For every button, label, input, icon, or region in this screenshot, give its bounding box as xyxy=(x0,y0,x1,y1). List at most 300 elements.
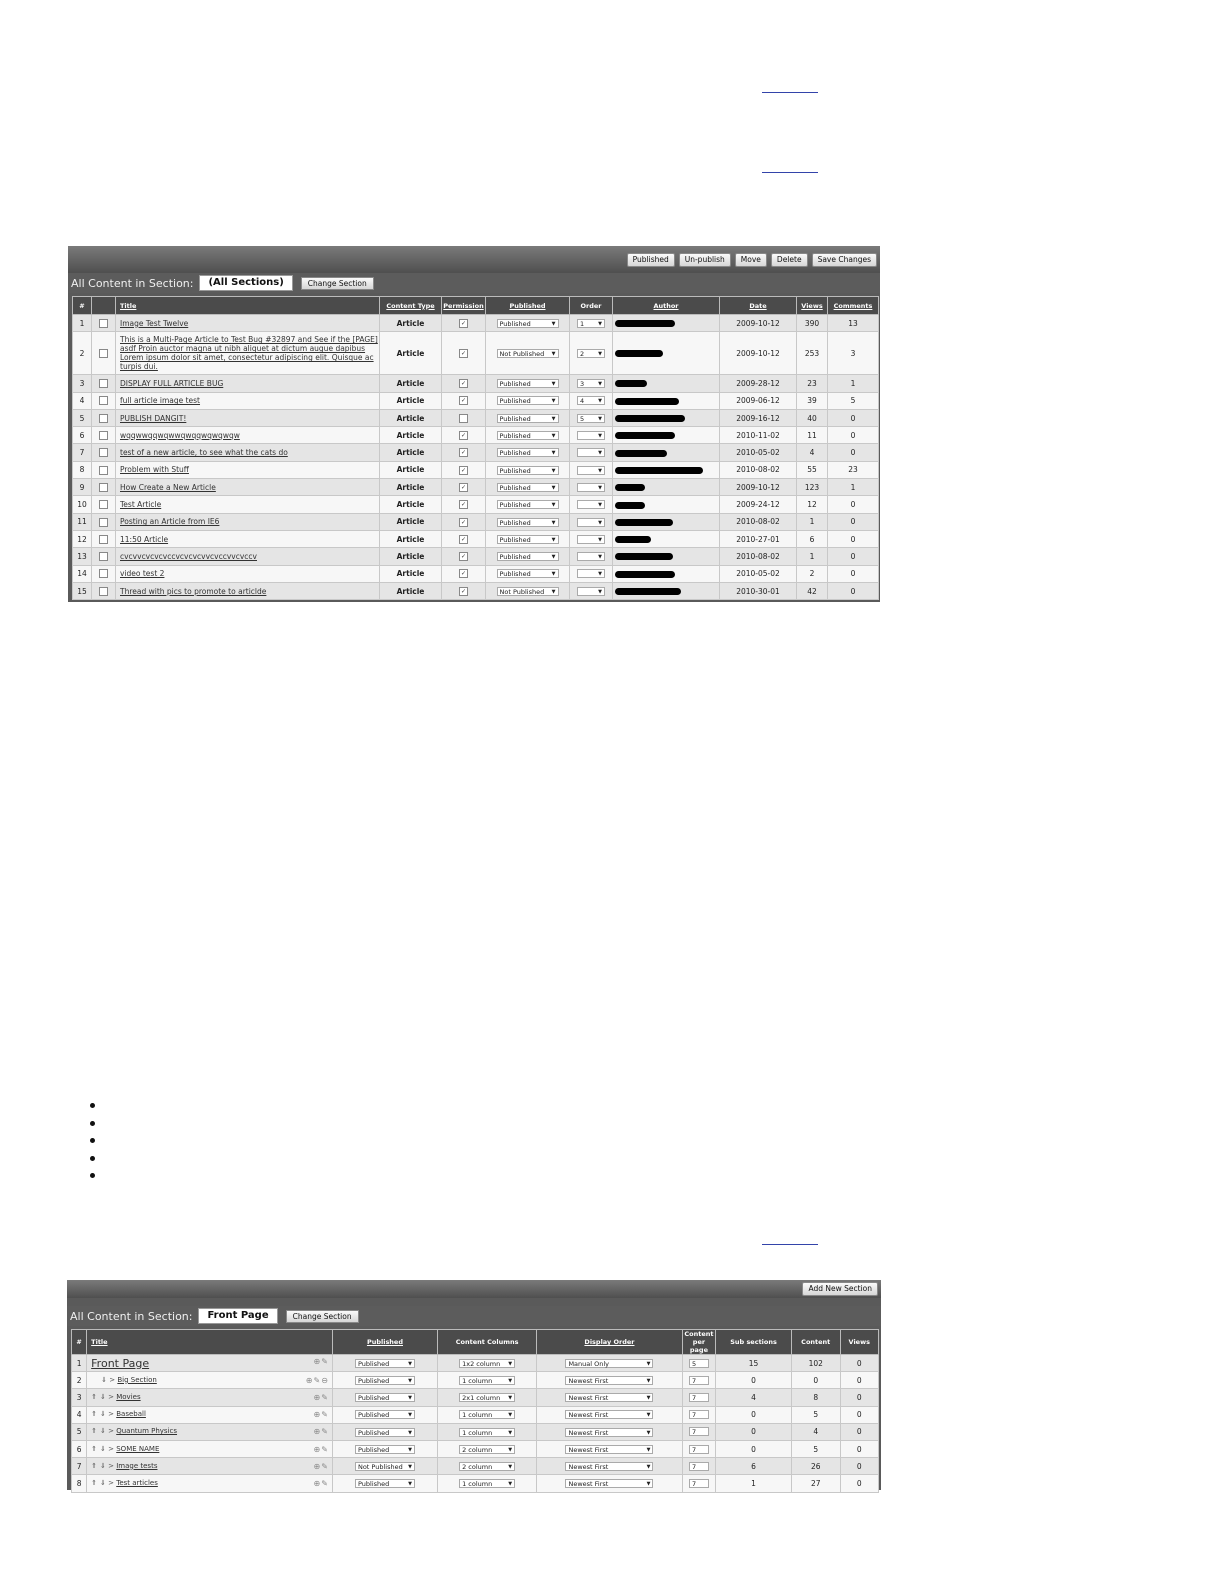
row-content-columns[interactable] xyxy=(438,1389,537,1406)
checkbox-icon[interactable] xyxy=(99,535,108,544)
row-published[interactable] xyxy=(486,582,570,599)
article-title-link[interactable]: Problem with Stuff xyxy=(120,465,189,475)
article-title-link[interactable]: How Create a New Article xyxy=(120,482,216,492)
checkbox-icon[interactable] xyxy=(459,466,468,475)
checkbox-icon[interactable] xyxy=(99,349,108,358)
per-page-input[interactable]: 7 xyxy=(689,1376,709,1385)
checkbox-icon[interactable] xyxy=(459,319,468,328)
per-page-input[interactable]: 7 xyxy=(689,1462,709,1471)
section-title-link[interactable]: Big Section xyxy=(117,1375,157,1384)
checkbox-icon[interactable] xyxy=(459,518,468,527)
section-title-link[interactable]: Baseball xyxy=(116,1410,146,1419)
row-published[interactable] xyxy=(486,530,570,547)
row-display-order[interactable] xyxy=(537,1355,683,1372)
row-per-page[interactable] xyxy=(682,1355,715,1372)
published-button[interactable]: Published xyxy=(627,253,675,267)
checkbox-icon[interactable] xyxy=(99,466,108,475)
article-title-link[interactable]: PUBLISH DANGIT! xyxy=(120,413,187,423)
row-date: 2010-05-02 xyxy=(720,565,797,582)
save-changes-button[interactable]: Save Changes xyxy=(812,253,877,267)
row-order[interactable] xyxy=(570,409,613,426)
article-title-link[interactable]: This is a Multi-Page Article to Test Bug #32897 and See if the [PAGE] asdf Proin auctor magna ut nibh aliquet at dictum augue dapibus Lorem ipsum dolor sit amet, consectetur adipiscing elit. Quisque ac turpis dui. xyxy=(120,335,378,372)
row-select[interactable] xyxy=(92,513,116,530)
row-published[interactable] xyxy=(486,427,570,444)
published-select[interactable] xyxy=(497,349,559,358)
checkbox-icon[interactable] xyxy=(459,414,468,423)
article-title-link[interactable]: Thread with pics to promote to articlde xyxy=(120,586,267,596)
checkbox-icon[interactable] xyxy=(99,500,108,509)
checkbox-icon[interactable] xyxy=(99,379,108,388)
row-per-page[interactable] xyxy=(682,1372,715,1389)
row-display-order[interactable] xyxy=(537,1389,683,1406)
move-up-icon[interactable]: ⇑ xyxy=(91,1427,98,1436)
delete-button[interactable]: Delete xyxy=(771,253,808,267)
checkbox-icon[interactable] xyxy=(99,569,108,578)
checkbox-icon[interactable] xyxy=(459,483,468,492)
published-select[interactable] xyxy=(497,319,559,328)
published-select[interactable] xyxy=(355,1376,415,1385)
row-date: 2010-11-02 xyxy=(720,427,797,444)
checkbox-icon[interactable] xyxy=(99,448,108,457)
edit-icon[interactable]: ✎ xyxy=(313,1375,322,1385)
row-published[interactable] xyxy=(486,315,570,332)
row-published[interactable] xyxy=(332,1440,437,1457)
published-select[interactable] xyxy=(497,552,559,561)
row-content-columns[interactable] xyxy=(438,1440,537,1457)
row-permission[interactable] xyxy=(442,530,486,547)
published-select[interactable] xyxy=(497,569,559,578)
columns-select[interactable] xyxy=(459,1376,515,1385)
row-select[interactable] xyxy=(92,444,116,461)
row-permission[interactable] xyxy=(442,479,486,496)
dropdown-arrow-icon: ▼ xyxy=(551,588,556,595)
row-number: 13 xyxy=(73,548,92,565)
order-select[interactable] xyxy=(577,396,605,405)
display-order-select[interactable] xyxy=(565,1462,653,1471)
order-select[interactable] xyxy=(577,500,605,509)
row-permission[interactable] xyxy=(442,375,486,392)
row-display-order[interactable] xyxy=(537,1475,683,1492)
checkbox-icon[interactable] xyxy=(459,535,468,544)
redacted-author xyxy=(615,380,647,387)
columns-select[interactable] xyxy=(459,1479,515,1488)
add-icon[interactable]: ⊕ xyxy=(313,1410,322,1420)
checkbox-icon[interactable] xyxy=(459,431,468,440)
add-icon[interactable]: ⊕ xyxy=(313,1392,322,1402)
col-published[interactable]: Published xyxy=(332,1330,437,1355)
row-permission[interactable] xyxy=(442,427,486,444)
row-published[interactable] xyxy=(332,1475,437,1492)
row-order[interactable] xyxy=(570,565,613,582)
row-order[interactable] xyxy=(570,315,613,332)
article-title-link[interactable]: cvcvvcvcvcvccvcvcvcvvcvccvvcvccv xyxy=(120,551,257,561)
section-title-link[interactable]: Test articles xyxy=(116,1478,158,1487)
link-underline[interactable] xyxy=(762,172,818,173)
published-select[interactable] xyxy=(355,1462,415,1471)
link-underline[interactable] xyxy=(762,92,818,93)
article-title-link[interactable]: DISPLAY FULL ARTICLE BUG xyxy=(120,378,224,388)
published-select[interactable] xyxy=(497,466,559,475)
order-select[interactable] xyxy=(577,483,605,492)
per-page-input[interactable]: 7 xyxy=(689,1479,709,1488)
order-select[interactable] xyxy=(577,552,605,561)
article-title-link[interactable]: Image Test Twelve xyxy=(120,318,189,328)
row-sub-sections: 15 xyxy=(716,1355,792,1372)
published-select[interactable] xyxy=(497,414,559,423)
published-select[interactable] xyxy=(497,431,559,440)
row-views: 0 xyxy=(840,1423,879,1440)
row-select[interactable] xyxy=(92,479,116,496)
row-published[interactable] xyxy=(486,444,570,461)
row-display-order[interactable] xyxy=(537,1440,683,1457)
section-title-link[interactable]: Movies xyxy=(116,1392,141,1401)
checkbox-icon[interactable] xyxy=(459,552,468,561)
row-published[interactable] xyxy=(486,496,570,513)
checkbox-icon[interactable] xyxy=(99,587,108,596)
published-select[interactable] xyxy=(355,1428,415,1437)
dropdown-arrow-icon: ▼ xyxy=(408,1429,412,1436)
row-select[interactable] xyxy=(92,427,116,444)
published-value: Published xyxy=(357,1377,390,1386)
published-select[interactable] xyxy=(355,1359,415,1368)
move-down-icon[interactable]: ⇓ xyxy=(100,1478,106,1487)
dropdown-arrow-icon: ▼ xyxy=(551,415,556,422)
row-published[interactable] xyxy=(332,1355,437,1372)
order-select[interactable] xyxy=(577,319,605,328)
order-select[interactable] xyxy=(577,569,605,578)
col-title[interactable]: Title xyxy=(116,297,380,315)
row-display-order[interactable] xyxy=(537,1458,683,1475)
row-date: 2009-16-12 xyxy=(720,409,797,426)
add-icon[interactable]: ⊕ xyxy=(313,1461,322,1471)
row-published[interactable] xyxy=(332,1372,437,1389)
redacted-author xyxy=(615,350,663,357)
add-icon[interactable]: ⊕ xyxy=(313,1427,322,1437)
row-select[interactable] xyxy=(92,332,116,375)
display-order-select[interactable] xyxy=(565,1445,653,1454)
row-content-columns[interactable] xyxy=(438,1355,537,1372)
col-published[interactable]: Published xyxy=(486,297,570,315)
display-order-select[interactable] xyxy=(565,1479,653,1488)
row-title xyxy=(116,409,380,426)
edit-icon[interactable]: ✎ xyxy=(321,1427,329,1437)
published-select[interactable] xyxy=(355,1479,415,1488)
col-permission[interactable]: Permission xyxy=(442,297,486,315)
published-select[interactable] xyxy=(497,500,559,509)
article-title-link[interactable]: Test Article xyxy=(120,500,162,510)
row-permission[interactable] xyxy=(442,565,486,582)
dropdown-arrow-icon: ▼ xyxy=(551,467,556,474)
edit-icon[interactable]: ✎ xyxy=(321,1356,329,1366)
article-title-link[interactable]: video test 2 xyxy=(120,569,165,579)
row-order[interactable] xyxy=(570,392,613,409)
checkbox-icon[interactable] xyxy=(459,587,468,596)
edit-icon[interactable]: ✎ xyxy=(321,1444,329,1454)
order-select[interactable] xyxy=(577,448,605,457)
row-order[interactable] xyxy=(570,444,613,461)
row-actions xyxy=(313,1462,328,1471)
change-section-button[interactable]: Change Section xyxy=(286,1310,359,1323)
checkbox-icon[interactable] xyxy=(99,414,108,423)
checkbox-icon[interactable] xyxy=(99,396,108,405)
row-published[interactable] xyxy=(486,409,570,426)
row-content-columns[interactable] xyxy=(438,1406,537,1423)
add-icon[interactable]: ⊕ xyxy=(313,1444,322,1454)
row-views: 11 xyxy=(797,427,828,444)
published-select[interactable] xyxy=(497,483,559,492)
display-order-select[interactable] xyxy=(565,1359,653,1368)
edit-icon[interactable]: ✎ xyxy=(321,1461,329,1471)
row-permission[interactable] xyxy=(442,513,486,530)
row-order[interactable] xyxy=(570,479,613,496)
per-page-input[interactable]: 7 xyxy=(689,1445,709,1454)
row-display-order[interactable] xyxy=(537,1372,683,1389)
article-title-link[interactable]: 11:50 Article xyxy=(120,534,169,544)
published-select[interactable] xyxy=(497,518,559,527)
checkbox-icon[interactable] xyxy=(99,431,108,440)
published-value: Published xyxy=(499,449,531,458)
checkbox-icon[interactable] xyxy=(99,518,108,527)
checkbox-icon[interactable] xyxy=(99,483,108,492)
table-row xyxy=(72,1458,879,1475)
row-select[interactable] xyxy=(92,565,116,582)
per-page-input[interactable]: 5 xyxy=(689,1359,709,1368)
row-order[interactable] xyxy=(570,375,613,392)
row-number: 2 xyxy=(72,1372,87,1389)
col-content-type[interactable]: Content Type xyxy=(380,297,442,315)
row-order[interactable] xyxy=(570,332,613,375)
unpublish-button[interactable]: Un-publish xyxy=(679,253,731,267)
published-select[interactable] xyxy=(355,1445,415,1454)
move-down-icon[interactable]: ⇓ xyxy=(100,1392,106,1401)
move-button[interactable]: Move xyxy=(735,253,767,267)
move-down-icon[interactable]: ⇓ xyxy=(100,1427,106,1436)
row-permission[interactable] xyxy=(442,315,486,332)
order-select[interactable] xyxy=(577,414,605,423)
columns-select[interactable] xyxy=(459,1359,515,1368)
section-title-link[interactable]: Quantum Physics xyxy=(116,1427,178,1436)
article-title-link[interactable]: test of a new article, to see what the cats do xyxy=(120,448,288,458)
order-select[interactable] xyxy=(577,587,605,596)
link-underline[interactable] xyxy=(762,1244,818,1245)
section-bar xyxy=(68,273,880,293)
row-permission[interactable] xyxy=(442,496,486,513)
row-select[interactable] xyxy=(92,315,116,332)
row-per-page[interactable] xyxy=(682,1423,715,1440)
row-order[interactable] xyxy=(570,548,613,565)
row-permission[interactable] xyxy=(442,461,486,478)
row-permission[interactable] xyxy=(442,548,486,565)
add-icon[interactable]: ⊕ xyxy=(313,1478,322,1488)
add-new-section-button[interactable]: Add New Section xyxy=(802,1282,878,1296)
checkbox-icon[interactable] xyxy=(459,569,468,578)
row-author xyxy=(613,548,720,565)
checkbox-icon[interactable] xyxy=(99,319,108,328)
row-number: 15 xyxy=(73,582,92,599)
order-select[interactable] xyxy=(577,431,605,440)
display-order-select[interactable] xyxy=(565,1393,653,1402)
row-select[interactable] xyxy=(92,496,116,513)
row-published[interactable] xyxy=(486,461,570,478)
move-up-icon[interactable]: ⇑ xyxy=(91,1478,98,1487)
sections-table xyxy=(71,1329,879,1493)
add-icon[interactable]: ⊕ xyxy=(305,1375,314,1385)
row-per-page[interactable] xyxy=(682,1458,715,1475)
move-up-icon[interactable]: ⇑ xyxy=(91,1410,98,1419)
delete-icon[interactable]: ⊖ xyxy=(321,1375,329,1385)
col-date[interactable]: Date xyxy=(720,297,797,315)
row-published[interactable] xyxy=(486,332,570,375)
order-select[interactable] xyxy=(577,535,605,544)
article-title-link[interactable]: Posting an Article from IE6 xyxy=(120,517,220,527)
display-order-select[interactable] xyxy=(565,1428,653,1437)
move-down-icon[interactable]: ⇓ xyxy=(100,1444,106,1453)
article-title-link[interactable]: full article image test xyxy=(120,396,201,406)
checkbox-icon[interactable] xyxy=(459,448,468,457)
checkbox-icon[interactable] xyxy=(459,349,468,358)
row-views: 23 xyxy=(797,375,828,392)
row-order[interactable] xyxy=(570,530,613,547)
row-comments: 0 xyxy=(828,530,879,547)
section-title-link[interactable]: SOME NAME xyxy=(116,1444,160,1453)
row-title: ⇑ ⇓ > Image tests ⊕✎ xyxy=(87,1458,333,1475)
checkbox-icon[interactable] xyxy=(99,552,108,561)
row-order[interactable] xyxy=(570,513,613,530)
add-icon[interactable]: ⊕ xyxy=(313,1356,322,1366)
row-content-columns[interactable] xyxy=(438,1372,537,1389)
edit-icon[interactable]: ✎ xyxy=(321,1392,329,1402)
row-per-page[interactable] xyxy=(682,1440,715,1457)
move-up-icon[interactable]: ⇑ xyxy=(91,1444,98,1453)
row-order[interactable] xyxy=(570,496,613,513)
row-select[interactable] xyxy=(92,392,116,409)
section-title-link[interactable]: Front Page xyxy=(91,1356,150,1370)
move-down-icon[interactable]: ⇓ xyxy=(101,1375,108,1384)
row-published[interactable] xyxy=(486,479,570,496)
row-content-columns[interactable] xyxy=(438,1423,537,1440)
row-select[interactable] xyxy=(92,530,116,547)
move-down-icon[interactable]: ⇓ xyxy=(100,1461,106,1470)
row-order[interactable] xyxy=(570,582,613,599)
row-published[interactable] xyxy=(486,375,570,392)
row-select[interactable] xyxy=(92,548,116,565)
checkbox-icon[interactable] xyxy=(459,379,468,388)
published-select[interactable] xyxy=(355,1410,415,1419)
columns-select[interactable] xyxy=(459,1393,515,1402)
row-views: 0 xyxy=(840,1372,879,1389)
published-select[interactable] xyxy=(497,535,559,544)
row-per-page[interactable] xyxy=(682,1389,715,1406)
row-sub-sections: 1 xyxy=(716,1475,792,1492)
order-select[interactable] xyxy=(577,349,605,358)
row-select[interactable] xyxy=(92,375,116,392)
row-permission[interactable] xyxy=(442,444,486,461)
section-title-link[interactable]: Image tests xyxy=(116,1461,158,1470)
article-title-link[interactable]: wqqwwqqwqwwqwqqwqwqwqw xyxy=(120,430,240,440)
row-number: 2 xyxy=(73,332,92,375)
checkbox-icon[interactable] xyxy=(459,500,468,509)
row-select[interactable] xyxy=(92,461,116,478)
row-published[interactable] xyxy=(486,513,570,530)
move-down-icon[interactable]: ⇓ xyxy=(100,1410,106,1419)
row-published[interactable] xyxy=(486,392,570,409)
order-select[interactable] xyxy=(577,379,605,388)
per-page-input[interactable]: 7 xyxy=(689,1410,709,1419)
display-order-select[interactable] xyxy=(565,1376,653,1385)
row-published[interactable] xyxy=(486,565,570,582)
row-date: 2009-28-12 xyxy=(720,375,797,392)
row-order[interactable] xyxy=(570,461,613,478)
col-author[interactable]: Author xyxy=(613,297,720,315)
row-date: 2010-30-01 xyxy=(720,582,797,599)
row-select[interactable] xyxy=(92,409,116,426)
checkbox-icon[interactable] xyxy=(459,396,468,405)
order-value: 4 xyxy=(580,397,585,406)
order-select[interactable] xyxy=(577,466,605,475)
row-permission[interactable] xyxy=(442,332,486,375)
edit-icon[interactable]: ✎ xyxy=(321,1410,329,1420)
table-row xyxy=(72,1423,879,1440)
row-number: 6 xyxy=(72,1440,87,1457)
row-content-columns[interactable] xyxy=(438,1475,537,1492)
row-permission[interactable] xyxy=(442,409,486,426)
row-per-page[interactable] xyxy=(682,1475,715,1492)
dropdown-arrow-icon: ▼ xyxy=(508,1429,513,1436)
columns-select[interactable] xyxy=(459,1462,515,1471)
per-page-input[interactable]: 7 xyxy=(689,1427,709,1436)
dropdown-arrow-icon: ▼ xyxy=(508,1446,513,1453)
row-date: 2010-08-02 xyxy=(720,461,797,478)
row-content-columns[interactable] xyxy=(438,1458,537,1475)
published-select[interactable] xyxy=(497,396,559,405)
columns-select[interactable] xyxy=(459,1410,515,1419)
columns-select[interactable] xyxy=(459,1428,515,1437)
dropdown-arrow-icon: ▼ xyxy=(551,571,556,578)
display-order-select[interactable] xyxy=(565,1410,653,1419)
published-select[interactable] xyxy=(355,1393,415,1402)
row-display-order[interactable] xyxy=(537,1423,683,1440)
col-views[interactable]: Views xyxy=(797,297,828,315)
move-up-icon[interactable]: ⇑ xyxy=(91,1461,98,1470)
change-section-button[interactable]: Change Section xyxy=(301,277,374,290)
row-comments: 0 xyxy=(828,496,879,513)
col-comments[interactable]: Comments xyxy=(828,297,879,315)
dropdown-arrow-icon: ▼ xyxy=(598,484,602,491)
published-select[interactable] xyxy=(497,587,559,596)
row-published[interactable] xyxy=(332,1406,437,1423)
dropdown-arrow-icon: ▼ xyxy=(508,1360,513,1367)
col-title[interactable]: Title xyxy=(87,1330,333,1355)
row-permission[interactable] xyxy=(442,392,486,409)
row-per-page[interactable] xyxy=(682,1406,715,1423)
row-select[interactable] xyxy=(92,582,116,599)
move-up-icon[interactable]: ⇑ xyxy=(91,1392,98,1401)
per-page-input[interactable]: 7 xyxy=(689,1393,709,1402)
columns-select[interactable] xyxy=(459,1445,515,1454)
row-published[interactable] xyxy=(332,1458,437,1475)
published-select[interactable] xyxy=(497,448,559,457)
row-order[interactable] xyxy=(570,427,613,444)
row-permission[interactable] xyxy=(442,582,486,599)
row-published[interactable] xyxy=(332,1423,437,1440)
row-display-order[interactable] xyxy=(537,1406,683,1423)
col-display-order[interactable]: Display Order xyxy=(537,1330,683,1355)
row-published[interactable] xyxy=(486,548,570,565)
row-published[interactable] xyxy=(332,1389,437,1406)
edit-icon[interactable]: ✎ xyxy=(321,1478,329,1488)
published-select[interactable] xyxy=(497,379,559,388)
order-select[interactable] xyxy=(577,518,605,527)
